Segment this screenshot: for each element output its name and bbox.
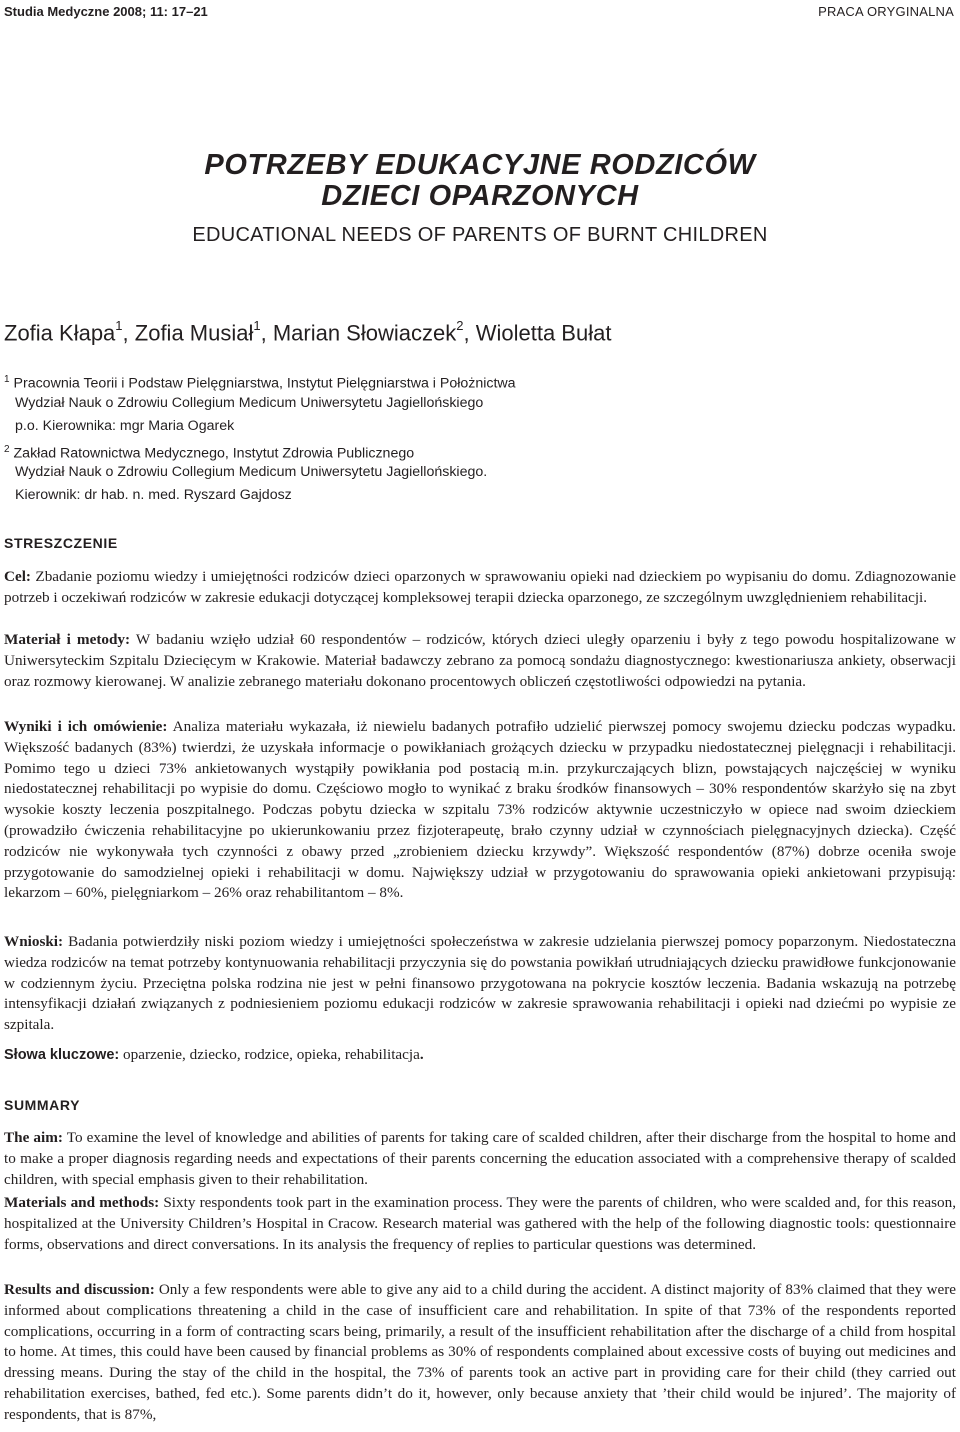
paragraph-text: To examine the level of knowledge and abilities of parents for taking care of scalded children, after their discharge from the hospital to home and to make a proper diagnosis regarding needs and expectations of their parents concerning the education associated with a comprehensive therapy of scalded children, with special emphasis given to their rehabilitation. xyxy=(4,1129,956,1188)
abstract-conclusions-paragraph xyxy=(4,932,956,1036)
author-name: Wioletta Bułat xyxy=(475,320,612,346)
affiliation-text: Pracownia Teorii i Podstaw Pielęgniarstwa, Instytut Pielęgniarstwa i Położnictwa xyxy=(13,375,516,392)
paragraph-text: Only a few respondents were able to give any aid to a child during the accident. A distinct majority of 83% claimed that they were informed about complications threatening a child in the case of insufficient care and rehabilitation. In spite of that 73% of the respondents reported complications, occurring in a form of contracting scars being, primarily, a result of the insufficient rehabilitation after the discharge of a child from hospital to home. At times, this could have been caused by financial problems as 30% of respondents complained about excessive costs of buying out medicines and dressing means. During the stay of the child in the hospital, the 73% of parents took an active part in providing care for their child (they carried out rehabilitation exercises, bathed, fed etc.). Some parents didn’t do it, however, only because anxiety that ’their child would be injured’. The majority of respondents, that is 87%, xyxy=(4,1281,956,1423)
keywords-end: . xyxy=(419,1046,424,1063)
author-name: Zofia Kłapa xyxy=(4,320,116,346)
paragraph-label: Wnioski: xyxy=(4,933,64,950)
summary-aim-paragraph xyxy=(4,1128,956,1190)
abstract-methods-paragraph xyxy=(4,630,956,692)
affiliation-1-line-3: p.o. Kierownika: mgr Maria Ogarek xyxy=(15,418,235,434)
journal-citation: Studia Medyczne 2008; 11: 17–21 xyxy=(4,4,208,19)
keywords-line xyxy=(4,1046,424,1064)
paragraph-text: Sixty respondents took part in the examination process. They were the parents of children, who were scalded and, for this reason, hospitalized at the University Children’s Hospital in Cracow. Research material was gathered with the help of the following diagnostic tools: questionnaire forms, observations and direct conversations. In its analysis the frequency of replies to particular questions was determined. xyxy=(4,1194,956,1253)
streszczenie-heading: STRESZCZENIE xyxy=(4,535,118,551)
title-line-1: POTRZEBY EDUKACYJNE RODZICÓW xyxy=(204,149,756,181)
keywords-label: Słowa kluczowe: xyxy=(4,1047,120,1063)
affiliation-text: Zakład Ratownictwa Medycznego, Instytut Zdrowia Publicznego xyxy=(13,445,415,462)
paragraph-label: Materiał i metody: xyxy=(4,631,131,648)
paragraph-text: Zbadanie poziomu wiedzy i umiejętności rodziców dzieci oparzonych w sprawowaniu opieki nad dzieckiem po wypisaniu do domu. Zdiagnozowanie potrzeb i oczekiwań rodziców w zakresie edukacji dotyczącej kompleksowej terapii dziecka oparzonego, ze szczególnym uwzględnieniem rehabilitacji. xyxy=(4,568,956,606)
paragraph-label: Materials and methods: xyxy=(4,1194,160,1211)
paragraph-label: Wyniki i ich omówienie: xyxy=(4,718,168,735)
paragraph-text: Analiza materiału wykazała, iż niewielu badanych potrafiło udzielić pierwszej pomocy swojemu dziecku podczas wypadku. Większość badanych (83%) twierdzi, że uzyskała informacje o powikłaniach grożących dziecku w przypadku niedostatecznej pielęgnacji i rehabilitacji. Pomimo tego u dzieci 73% ankietowanych wystąpiły powikłania pod postacią m.in. przykurczających blizn, powstających najczęściej w wyniku niedostatecznej rehabilitacji po wypisie do domu. Częściowo mogło to wynikać z braku środków finansowych – 30% respondentów skarżyło się na zbyt wysokie koszty leczenia poszpitalnego. Podczas pobytu dziecka w szpitalu 73% rodziców aktywnie uczestniczyło w opiece nad swoim dzieckiem (prowadziło ćwiczenia rehabilitacyjne po ukierunkowaniu przez fizjoterapeutę, brało czynny udział w czynnościach pielęgnacyjnych dziecka). Część rodziców nie wykonywała tych czynności z obawy przed „zrobieniem dziecku krzywdy”. Większość respondentów (87%) dobrze oceniła swoje przygotowanie do samodzielnej opieki i rehabilitacji w domu. Największy udział w przygotowaniu do sprawowania opieki ankietowani przypisują: lekarzom – 60%, pielęgniarkom – 26% oraz rehabilitantom – 8%. xyxy=(4,718,956,902)
keywords-text: oparzenie, dziecko, rodzice, opieka, rehabilitacja xyxy=(119,1046,420,1063)
paragraph-label: Cel: xyxy=(4,568,31,585)
affiliation-2-line-3: Kierownik: dr hab. n. med. Ryszard Gajdosz xyxy=(15,487,292,503)
affiliation-mark: 1 xyxy=(4,374,10,385)
abstract-aim-paragraph xyxy=(4,567,956,609)
author-name: Zofia Musiał xyxy=(134,320,254,346)
paragraph-label: The aim: xyxy=(4,1129,63,1146)
english-title: EDUCATIONAL NEEDS OF PARENTS OF BURNT CHILDREN xyxy=(192,224,768,246)
author-separator: , xyxy=(122,320,135,346)
author-separator: , xyxy=(463,320,476,346)
author-affiliation-mark: 1 xyxy=(115,318,123,333)
title-line-2: DZIECI OPARZONYCH xyxy=(321,180,639,212)
summary-methods-paragraph xyxy=(4,1193,956,1255)
summary-heading: SUMMARY xyxy=(4,1097,81,1113)
affiliation-mark: 2 xyxy=(4,444,10,455)
author-name: Marian Słowiaczek xyxy=(272,320,457,346)
author-separator: , xyxy=(260,320,273,346)
abstract-results-paragraph xyxy=(4,717,956,904)
paragraph-label: Results and discussion: xyxy=(4,1281,155,1298)
summary-results-paragraph xyxy=(4,1280,956,1426)
paragraph-text: Badania potwierdziły niski poziom wiedzy i umiejętności społeczeństwa w zakresie udzielania pierwszej pomocy poparzonym. Niedostateczna wiedza rodziców na temat potrzeby kontynuowania rehabilitacji przyczynia się do powstania powikłań utrudniających dziecku prawidłowe funkcjonowanie w codziennym życiu. Przeciętna polska rodzina nie jest w pełni finansowo przygotowana na pokrycie kosztów leczenia. Badania wskazują na potrzebę intensyfikacji działań związanych z podniesieniem poziomu edukacji rodziców w zakresie sprawowania rehabilitacji i opieki nad dziećmi po wypisie ze szpitala. xyxy=(4,933,956,1034)
affiliation-2-line-2: Wydział Nauk o Zdrowiu Collegium Medicum Uniwersytetu Jagiellońskiego. xyxy=(15,464,488,480)
affiliation-1-line-2: Wydział Nauk o Zdrowiu Collegium Medicum Uniwersytetu Jagiellońskiego xyxy=(15,395,484,411)
author-affiliation-mark: 1 xyxy=(253,318,261,333)
author-affiliation-mark: 2 xyxy=(456,318,464,333)
article-category: PRACA ORYGINALNA xyxy=(818,4,954,19)
paragraph-text: W badaniu wzięło udział 60 respondentów – rodziców, których dzieci uległy oparzeniu i były z tego powodu hospitalizowane w Uniwersyteckim Szpitalu Dziecięcym w Krakowie. Materiał badawczy zebrano za pomocą sondażu diagnostycznego: kwestionariusza ankiety, obserwacji oraz rozmowy kierowanej. W analizie zebranego materiału dokonano procentowych obliczeń częstotliwości odpowiedzi na pytania. xyxy=(4,631,956,690)
author-list xyxy=(4,320,611,346)
